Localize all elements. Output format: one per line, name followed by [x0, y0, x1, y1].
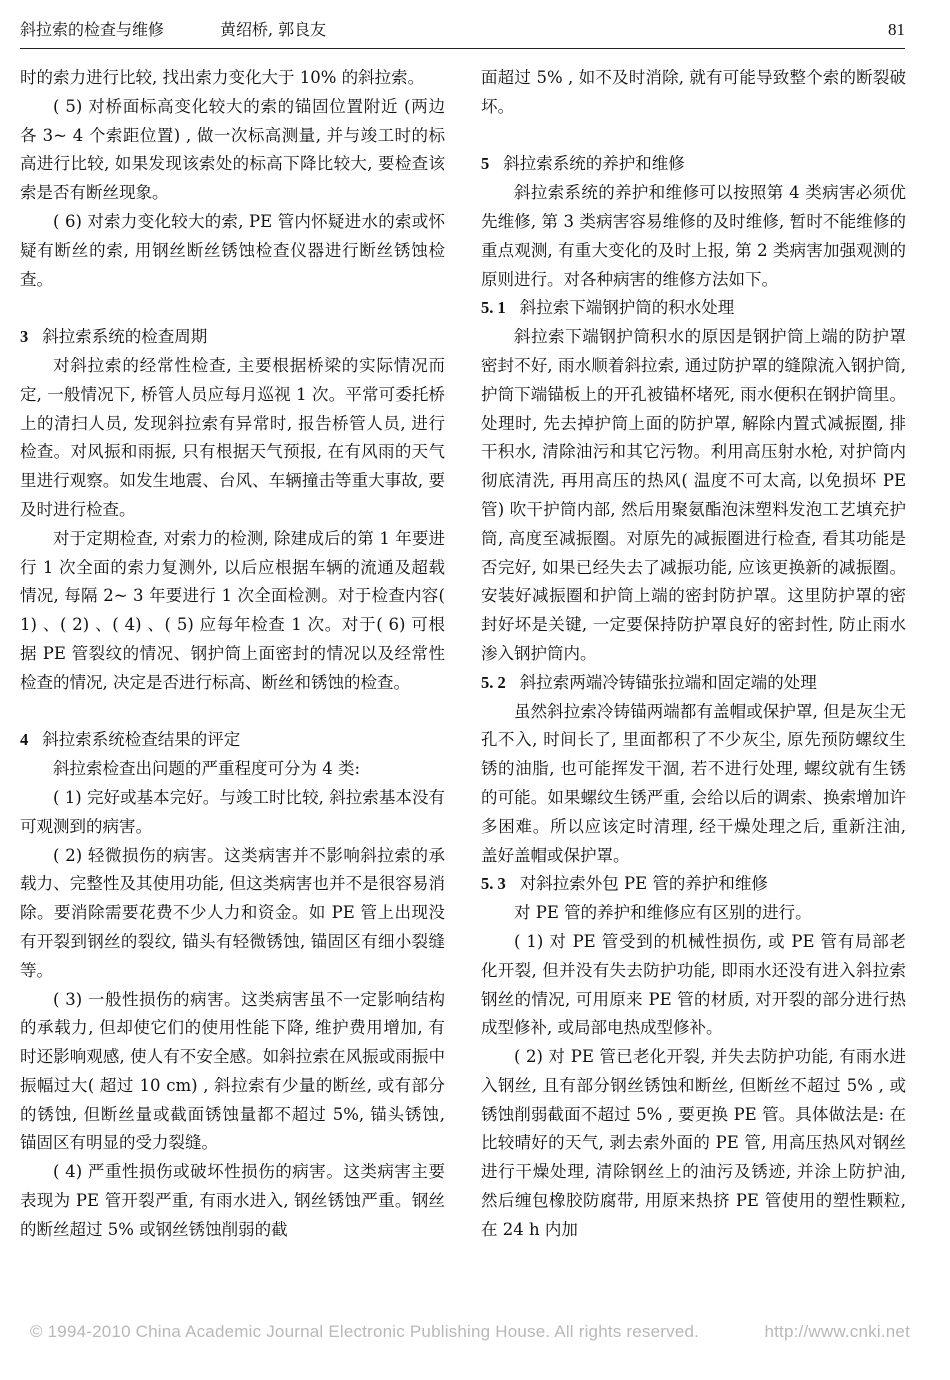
- right-column: [481, 64, 906, 1245]
- section-5-1-number: 5. 1: [481, 298, 506, 318]
- section-5-2-heading: [481, 669, 906, 698]
- footer-url: http://www.cnki.net: [764, 1322, 910, 1341]
- section-5-heading: [481, 150, 906, 179]
- section-3-paragraph-2: 对于定期检查, 对索力的检测, 除建成后的第 1 年要进行 1 次全面的索力复测外, 以后应根据车辆的流通及超载情况, 每隔 2~ 3 年要进行 1 次全面检测。对于检查内容( 1) 、( 2) 、( 4) 、( 5) 应每年检查 1 次。对于( 6) 可根据 PE 管裂纹的情况、钢护筒上面密封的情况以及经常性检查的情况, 决定是否进行标高、断丝和锈蚀的检查。: [20, 528, 445, 692]
- section-5-2-number: 5. 2: [481, 672, 506, 692]
- section-3-title: 斜拉索系统的检查周期: [42, 327, 208, 347]
- category-4-paragraph: ( 4) 严重性损伤或破坏性损伤的病害。这类病害主要表现为 PE 管开裂严重, 有雨水进入, 钢丝锈蚀严重。钢丝的断丝超过 5% 或钢丝锈蚀削弱的截: [20, 1162, 445, 1239]
- section-5-1-heading: [481, 294, 906, 323]
- section-4-intro: 斜拉索检查出问题的严重程度可分为 4 类:: [53, 759, 361, 779]
- section-5-1-title: 斜拉索下端钢护筒的积水处理: [519, 298, 735, 318]
- category-2-paragraph: ( 2) 轻微损伤的病害。这类病害并不影响斜拉索的承载力、完整性及其使用功能, 但这类病害也并不是很容易消除。要消除需要花费不少人力和资金。如 PE 管上出现没有开裂到钢丝的裂纹, 锚头有轻微锈蚀, 锚固区有细小裂缝等。: [20, 845, 445, 980]
- section-5-3-title: 对斜拉索外包 PE 管的养护和维修: [519, 874, 768, 894]
- paragraph-continued: 时的索力进行比较, 找出索力变化大于 10% 的斜拉索。: [20, 68, 425, 87]
- section-5-3-heading: [481, 870, 906, 899]
- header-article-title: 斜拉索的检查与维修: [20, 20, 165, 39]
- section-5-2-title: 斜拉索两端冷铸锚张拉端和固定端的处理: [519, 672, 817, 692]
- section-4-title: 斜拉索系统检查结果的评定: [42, 730, 241, 750]
- paragraph-continued: 面超过 5% , 如不及时消除, 就有可能导致整个索的断裂破坏。: [481, 68, 906, 116]
- section-5-3-intro: 对 PE 管的养护和维修应有区别的进行。: [514, 903, 812, 923]
- section-3-number: 3: [20, 327, 29, 347]
- header-authors: 黄绍桥, 郭良友: [220, 20, 327, 39]
- pe-repair-item-1: ( 1) 对 PE 管受到的机械性损伤, 或 PE 管有局部老化开裂, 但并没有失去防护功能, 即雨水还没有进入斜拉索钢丝的情况, 可用原来 PE 管的材质, 对开裂的部分进行热成型修补, 或局部电热成型修补。: [481, 931, 906, 1038]
- paragraph-item-6: ( 6) 对索力变化较大的索, PE 管内怀疑进水的索或怀疑有断丝的索, 用钢丝断丝锈蚀检查仪器进行断丝锈蚀检查。: [20, 211, 445, 289]
- section-5-number: 5: [481, 154, 490, 174]
- section-5-1-paragraph: 斜拉索下端钢护筒积水的原因是钢护筒上端的防护罩密封不好, 雨水顺着斜拉索, 通过防护罩的缝隙流入钢护筒, 护筒下端锚板上的开孔被锚杯堵死, 雨水便积在钢护筒里。处理时, 先去掉护筒上面的防护罩, 解除内置式减振圈, 排干积水, 清除油污和其它污物。利用高压射水枪, 对护筒内彻底清洗, 再用高压的热风( 温度不可太高, 以免损坏 PE 管) 吹干护筒内部, 然后用聚氨酯泡沫塑料发泡工艺填充护筒, 高度至减振圈。对原先的减振圈进行检查, 看其功能是否完好, 如果已经失去了减振功能, 应该更换新的减振圈。安装好减振圈和护筒上端的密封防护罩。这里防护罩的密封好坏是关键, 一定要保持防护罩良好的密封性, 防止雨水渗入钢护筒内。: [481, 327, 906, 663]
- section-5-2-paragraph: 虽然斜拉索冷铸锚两端都有盖帽或保护罩, 但是灰尘无孔不入, 时间长了, 里面都积了不少灰尘, 原先预防螺纹生锈的油脂, 也可能挥发干涸, 若不进行处理, 螺纹就有生锈的可能。如果螺纹生锈严重, 会给以后的调索、换索增加许多困难。所以应该定时清理, 经干燥处理之后, 重新注油, 盖好盖帽或保护罩。: [481, 701, 906, 865]
- copyright-text: © 1994-2010 China Academic Journal Electronic Publishing House. All rights reserved.: [30, 1322, 700, 1341]
- copyright-footer: [30, 1322, 910, 1342]
- section-5-title: 斜拉索系统的养护和维修: [503, 154, 685, 174]
- spacer: [20, 294, 445, 323]
- pe-repair-item-2: ( 2) 对 PE 管已老化开裂, 并失去防护功能, 有雨水进入钢丝, 且有部分钢丝锈蚀和断丝, 但断丝不超过 5% , 或锈蚀削弱截面不超过 5% , 要更换 PE 管。具体做法是: 在比较晴好的天气, 剥去索外面的 PE 管, 用高压热风对钢丝进行干燥处理, 清除钢丝上的油污及锈迹, 并涂上防护油, 然后缠包橡胶防腐带, 用原来热挤 PE 管使用的塑性颗粒, 在 24 h 内加: [481, 1047, 906, 1239]
- category-3-paragraph: ( 3) 一般性损伤的病害。这类病害虽不一定影响结构的承载力, 但却使它们的使用性能下降, 维护费用增加, 有时还影响观感, 使人有不安全感。如斜拉索在风振或雨振中振幅过大( 超过 10 cm) , 斜拉索有少量的断丝, 或有部分的锈蚀, 但断丝量或截面锈蚀量都不超过 5%, 锚头锈蚀, 锚固区有明显的受力裂缝。: [20, 989, 445, 1153]
- spacer: [20, 698, 445, 727]
- paragraph-item-5: ( 5) 对桥面标高变化较大的索的锚固位置附近 (两边各 3~ 4 个索距位置) , 做一次标高测量, 并与竣工时的标高进行比较, 如果发现该索处的标高下降比较大, 要检查该索是否有断丝现象。: [20, 96, 445, 203]
- left-column: [20, 64, 445, 1245]
- page-number: 81: [888, 20, 905, 39]
- running-header: [20, 12, 905, 49]
- section-4-number: 4: [20, 730, 29, 750]
- category-1-paragraph: ( 1) 完好或基本完好。与竣工时比较, 斜拉索基本没有可观测到的病害。: [20, 787, 445, 836]
- spacer: [481, 122, 906, 151]
- section-3-heading: [20, 323, 445, 352]
- section-5-3-number: 5. 3: [481, 874, 506, 894]
- section-4-heading: [20, 726, 445, 755]
- section-5-paragraph: 斜拉索系统的养护和维修可以按照第 4 类病害必须优先维修, 第 3 类病害容易维修的及时维修, 暂时不能维修的重点观测, 有重大变化的及时上报, 第 2 类病害加强观测的原则进行。对各种病害的维修方法如下。: [481, 183, 906, 289]
- section-3-paragraph-1: 对斜拉索的经常性检查, 主要根据桥梁的实际情况而定, 一般情况下, 桥管人员应每月巡视 1 次。平常可委托桥上的清扫人员, 发现斜拉索有异常时, 报告桥管人员, 进行检查。对风振和雨振, 只有根据天气预报, 在有风雨的天气里进行观察。如发生地震、台风、车辆撞击等重大事故, 要及时进行检查。: [20, 355, 445, 519]
